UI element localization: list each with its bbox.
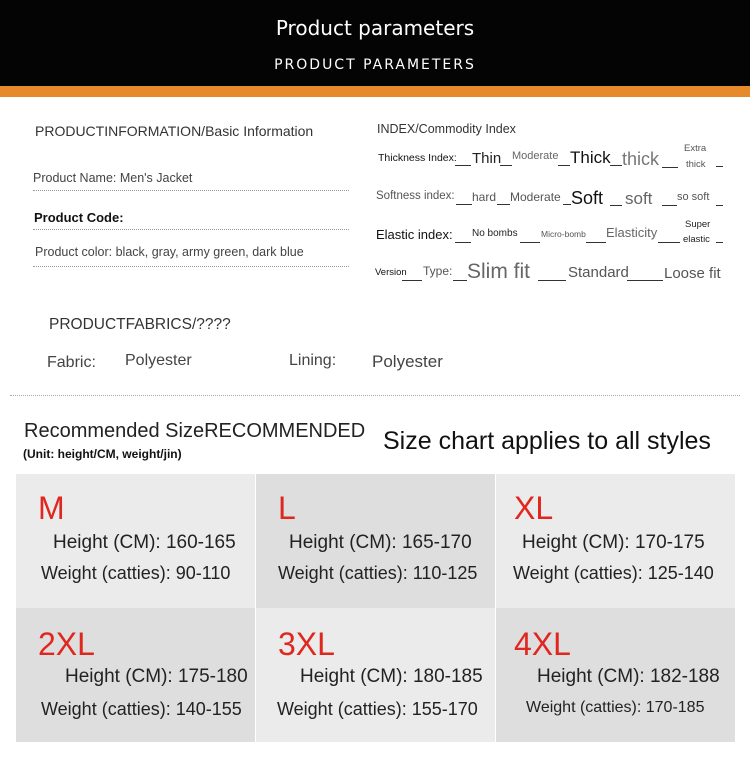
softness-option: Moderate xyxy=(510,190,561,204)
version-option: Loose fit xyxy=(664,265,721,282)
size-section-title: Recommended SizeRECOMMENDED xyxy=(24,420,366,442)
elastic-option: elastic xyxy=(683,234,710,245)
divider xyxy=(10,395,740,396)
divider xyxy=(33,266,349,267)
product-color: Product color: black, gray, army green, dark blue xyxy=(35,245,304,259)
size-weight: Weight (catties): 125-140 xyxy=(513,563,714,583)
softness-option: Soft xyxy=(571,188,604,208)
scale-line xyxy=(538,280,566,281)
size-label: 4XL xyxy=(514,626,571,662)
softness-option: so soft xyxy=(677,191,710,203)
elastic-option: No bombs xyxy=(472,228,518,239)
accent-stripe xyxy=(0,86,750,97)
size-height: Height (CM): 165-170 xyxy=(289,532,472,553)
size-height: Height (CM): 170-175 xyxy=(522,532,705,553)
elastic-label: Elastic index: xyxy=(376,227,453,242)
size-label: XL xyxy=(514,490,554,526)
size-height: Height (CM): 180-185 xyxy=(300,666,483,687)
thickness-option: thick xyxy=(622,149,660,169)
softness-option: soft xyxy=(625,189,653,208)
elastic-option: Micro-bomb xyxy=(541,229,586,239)
size-height: Height (CM): 182-188 xyxy=(537,666,720,687)
scale-line xyxy=(658,242,680,243)
header-subtitle: PRODUCT PARAMETERS xyxy=(274,57,476,73)
product-code: Product Code: xyxy=(34,210,124,225)
lining-value: Polyester xyxy=(372,352,443,371)
scale-line xyxy=(453,280,467,281)
info-section-title: PRODUCTINFORMATION/Basic Information xyxy=(35,123,314,139)
fabrics-section-title: PRODUCTFABRICS/???? xyxy=(49,316,231,333)
size-cell-l xyxy=(256,474,495,608)
size-label: L xyxy=(278,490,296,526)
product-name: Product Name: Men's Jacket xyxy=(33,171,193,185)
scale-line xyxy=(500,165,512,166)
thickness-option: Thin xyxy=(472,150,502,167)
scale-line xyxy=(610,205,622,206)
version-label: Version xyxy=(375,267,407,278)
thickness-label: Thickness Index: xyxy=(378,152,457,164)
size-label: 2XL xyxy=(38,626,95,662)
divider xyxy=(33,229,349,230)
size-cell-4xl xyxy=(496,608,735,742)
version-option: Standard xyxy=(568,264,629,281)
size-cell-m xyxy=(16,474,255,608)
scale-line xyxy=(627,280,663,281)
lining-label: Lining: xyxy=(289,352,337,369)
size-cell-xl xyxy=(496,474,735,608)
size-cell-2xl xyxy=(16,608,255,742)
softness-option: hard xyxy=(472,190,497,204)
size-applies-note: Size chart applies to all styles xyxy=(383,427,711,455)
scale-line xyxy=(662,167,678,168)
thickness-option: thick xyxy=(686,159,706,170)
scale-line xyxy=(716,242,723,243)
scale-line xyxy=(558,165,570,166)
scale-line xyxy=(662,205,677,206)
header-title: Product parameters xyxy=(275,16,475,40)
size-label: 3XL xyxy=(278,626,335,662)
version-option: Slim fit xyxy=(467,260,530,283)
scale-line xyxy=(520,242,540,243)
size-weight: Weight (catties): 140-155 xyxy=(41,699,242,719)
size-unit-note: (Unit: height/CM, weight/jin) xyxy=(23,447,182,461)
size-weight: Weight (catties): 110-125 xyxy=(278,563,478,583)
softness-label: Softness index: xyxy=(376,190,455,202)
scale-line xyxy=(455,242,471,243)
scale-line xyxy=(610,165,622,166)
thickness-option: Thick xyxy=(570,148,611,167)
elastic-option: Elasticity xyxy=(606,225,658,240)
scale-line xyxy=(716,205,723,206)
size-weight: Weight (catties): 155-170 xyxy=(277,699,478,719)
fabric-value: Polyester xyxy=(125,352,192,369)
size-height: Height (CM): 160-165 xyxy=(53,532,236,553)
fabric-label: Fabric: xyxy=(47,354,96,371)
scale-line xyxy=(455,165,471,166)
index-section-title: INDEX/Commodity Index xyxy=(377,122,516,136)
scale-line xyxy=(563,204,571,205)
scale-line xyxy=(716,166,723,167)
divider xyxy=(33,190,349,191)
version-type-label: Type: xyxy=(423,264,453,278)
size-label: M xyxy=(38,490,65,526)
thickness-option: Moderate xyxy=(512,150,559,162)
size-height: Height (CM): 175-180 xyxy=(65,666,248,687)
scale-line xyxy=(586,242,606,243)
scale-line xyxy=(497,204,510,205)
size-weight: Weight (catties): 90-110 xyxy=(41,563,231,583)
thickness-option: Extra xyxy=(684,143,707,154)
header-bar xyxy=(0,0,750,86)
elastic-option: Super xyxy=(685,219,711,230)
size-cell-3xl xyxy=(256,608,495,742)
scale-line xyxy=(456,204,472,205)
scale-line xyxy=(402,280,422,281)
size-weight: Weight (catties): 170-185 xyxy=(526,699,705,716)
